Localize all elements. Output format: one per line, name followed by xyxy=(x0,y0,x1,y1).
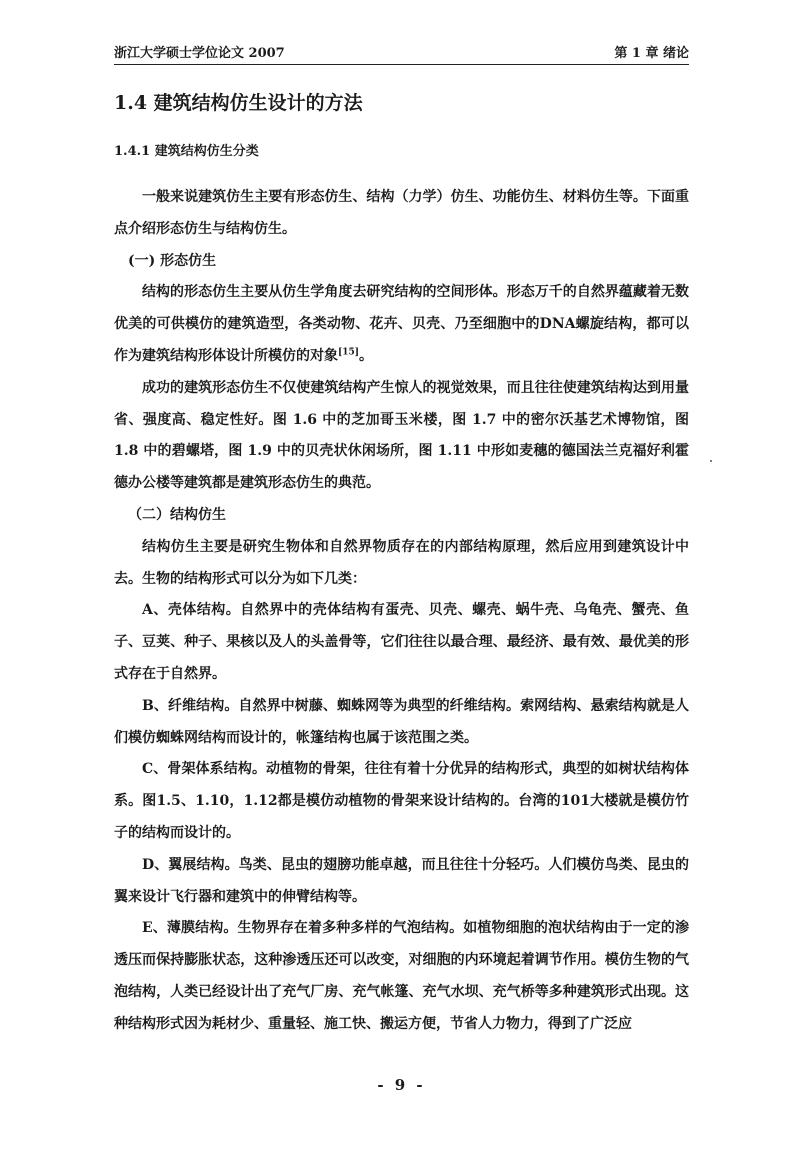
header-thesis-title: 浙江大学硕士学位论文 2007 xyxy=(114,46,285,61)
morphology-paragraph-1 xyxy=(114,277,689,372)
list-item-fiber: B、纤维结构。自然界中树藤、蜘蛛网等为典型的纤维结构。索网结构、悬索结构就是人们模仿蜘蛛网结构而设计的，帐篷结构也属于该范围之类。 xyxy=(114,697,689,746)
header-divider xyxy=(114,64,689,65)
morphology-paragraph-1-end: 。 xyxy=(359,347,374,364)
citation-15: [15] xyxy=(338,347,360,358)
morphology-paragraph-1-text: 结构的形态仿生主要从仿生学角度去研究结构的空间形体。形态万千的自然界蕴藏着无数优美的可供模仿的建筑造型，各类动物、花卉、贝壳、乃至细胞中的DNA螺旋结构，都可以作为建筑结构形体设计所模仿的对象 xyxy=(114,284,689,364)
header-chapter-title: 第 1 章 绪论 xyxy=(614,46,689,61)
page-number: - 9 - xyxy=(377,1076,426,1094)
section-title: 1.4 建筑结构仿生设计的方法 xyxy=(114,92,363,114)
list-item-membrane: E、薄膜结构。生物界存在着多种多样的气泡结构。如植物细胞的泡状结构由于一定的渗透压而保持膨胀状态，这种渗透压还可以改变，对细胞的内环境起着调节作用。模仿生物的气泡结构，人类已经设计出了充气厂房、充气帐篷、充气水坝、充气桥等多种建筑形式出现。这种结构形式因为耗材少、重量轻、施工快、搬运方便，节省人力物力，得到了广泛应 xyxy=(114,920,689,1032)
intro-paragraph: 一般来说建筑仿生主要有形态仿生、结构（力学）仿生、功能仿生、材料仿生等。下面重点介绍形态仿生与结构仿生。 xyxy=(114,189,689,237)
morphology-paragraph-2: 成功的建筑形态仿生不仅使建筑结构产生惊人的视觉效果，而且往往使建筑结构达到用量省、强度高、稳定性好。图 1.6 中的芝加哥玉米楼，图 1.7 中的密尔沃基艺术博物馆，图 1.8 中的碧螺塔，图 1.9 中的贝壳状休闲场所，图 1.11 中形如麦穗的德国法兰克福好利霍德办公楼等建筑都是建筑形态仿生的典范。 xyxy=(114,379,689,492)
list-item-shell: A、壳体结构。自然界中的壳体结构有蛋壳、贝壳、螺壳、蜗牛壳、乌龟壳、蟹壳、鱼子、豆荚、种子、果核以及人的头盖骨等，它们往往以最合理、最经济、最有效、最优美的形式存在于自然界。 xyxy=(114,602,689,682)
list-item-wing: D、翼展结构。鸟类、昆虫的翅膀功能卓越，而且往往十分轻巧。人们模仿鸟类、昆虫的翼来设计飞行器和建筑中的伸臂结构等。 xyxy=(114,856,689,905)
page-body xyxy=(114,86,689,1041)
morphology-heading: (一) 形态仿生 xyxy=(128,252,217,269)
list-item-skeleton: C、骨架体系结构。动植物的骨架，往往有着十分优异的结构形式，典型的如树状结构体系。图1.5、1.10，1.12都是模仿动植物的骨架来设计结构的。台湾的101大楼就是模仿竹子的结构而设计的。 xyxy=(114,761,689,841)
structure-paragraph-1: 结构仿生主要是研究生物体和自然界物质存在的内部结构原理，然后应用到建筑设计中去。生物的结构形式可以分为如下几类： xyxy=(114,538,689,587)
subsection-title: 1.4.1 建筑结构仿生分类 xyxy=(114,144,259,159)
page-header xyxy=(114,40,689,64)
structure-heading: （二）结构仿生 xyxy=(128,506,226,523)
scan-speck xyxy=(710,460,712,462)
